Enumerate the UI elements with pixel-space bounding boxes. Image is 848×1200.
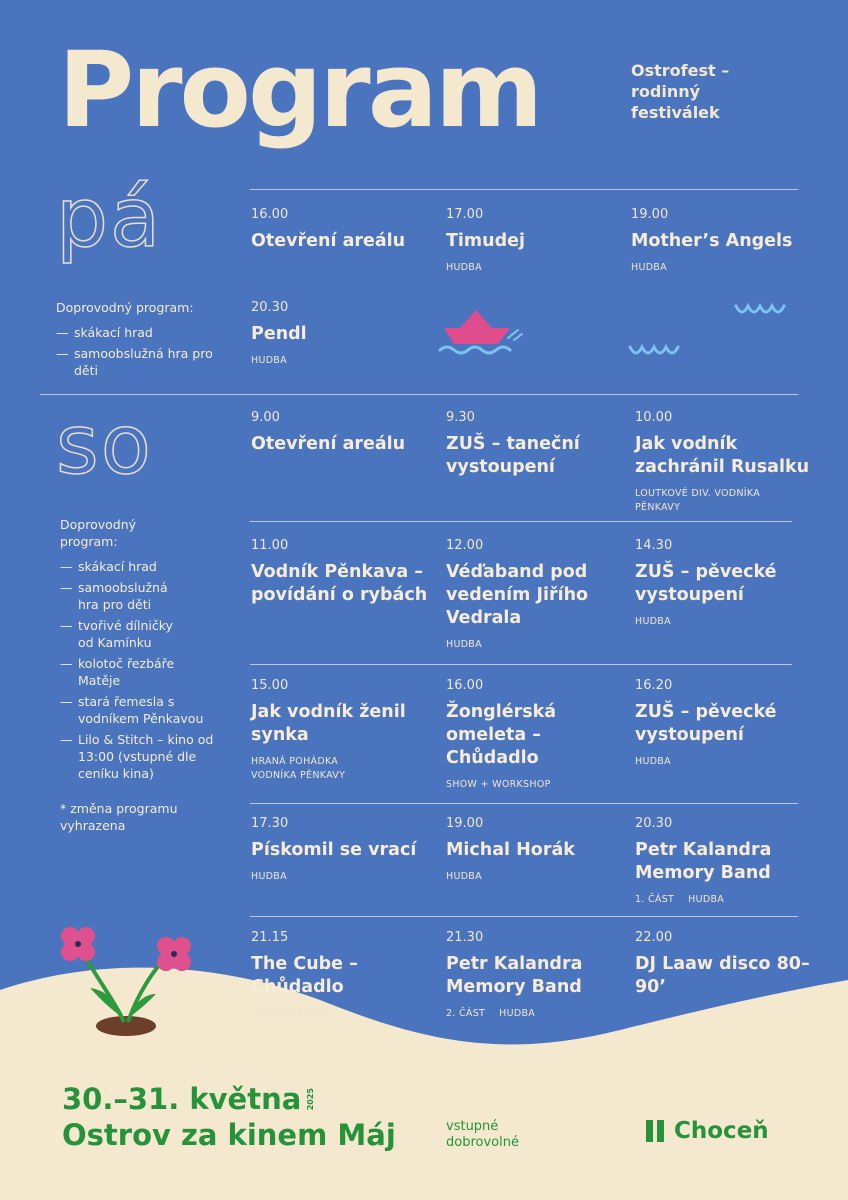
program-note: * změna programu vyhrazena <box>60 801 178 833</box>
event-time: 19.00 <box>446 816 484 831</box>
event-name: Timudej <box>446 231 526 251</box>
saturday-side-program <box>60 516 232 834</box>
event-card <box>631 207 811 275</box>
event-card <box>251 300 431 368</box>
event-card <box>251 410 431 456</box>
event-tag <box>251 755 361 783</box>
tag-label: HUDBA <box>499 1008 536 1019</box>
event-name: Michal Horák <box>446 840 575 860</box>
tag-label: HUDBA <box>635 756 671 767</box>
tag-label: HUDBA <box>635 616 671 627</box>
side-title: Doprovodný program: <box>60 517 137 549</box>
day-label-saturday: so <box>56 398 153 493</box>
event-time: 17.00 <box>446 207 484 222</box>
event-card <box>251 678 431 783</box>
event-card <box>251 538 431 607</box>
event-name: Véďaband pod vedením Jiřího Vedrala <box>446 562 589 628</box>
event-time: 21.30 <box>446 930 484 945</box>
event-tag <box>631 261 811 275</box>
friday-side-program <box>56 299 226 383</box>
event-tag <box>446 870 626 884</box>
event-time: 16.00 <box>251 207 289 222</box>
tag-label: SHOW + WORKSHOP <box>446 779 551 790</box>
event-time: 12.00 <box>446 538 484 553</box>
tag-label: HRANÁ POHÁDKA VODNÍKA PĚNKAVY <box>251 756 346 781</box>
wave-illustration <box>734 300 794 320</box>
tag-label: HUDBA <box>446 871 482 882</box>
tag-label: 1. ČÁST <box>635 894 675 905</box>
event-name: Petr Kalandra Memory Band <box>635 840 772 883</box>
divider <box>250 664 792 665</box>
side-item: — skákací hrad <box>60 558 232 575</box>
tag-label: HUDBA <box>446 262 482 273</box>
event-tag <box>635 893 815 907</box>
event-name: ZUŠ – taneční vystoupení <box>446 434 580 477</box>
event-time: 22.00 <box>635 930 673 945</box>
divider <box>250 189 798 190</box>
page-title: Program <box>58 29 541 151</box>
event-name: Otevření areálu <box>251 434 406 454</box>
event-card <box>446 930 626 1021</box>
event-card <box>635 816 815 907</box>
tag-label: HUDBA <box>688 894 725 905</box>
event-tag <box>446 778 626 792</box>
event-tag <box>251 1007 431 1021</box>
event-time: 19.00 <box>631 207 669 222</box>
tag-label: HUDBA <box>446 639 482 650</box>
event-time: 14.30 <box>635 538 673 553</box>
day-label-friday: pá <box>56 171 163 266</box>
event-tag <box>635 487 820 515</box>
event-tag <box>251 870 431 884</box>
side-item: — stará řemesla s vodníkem Pěnkavou <box>60 693 232 727</box>
side-item: — Lilo & Stitch – kino od 13:00 (vstupné dle ceníku kina) <box>60 731 232 782</box>
side-item: — kolotoč řezbáře Matěje <box>60 655 188 689</box>
festival-year: 2025 <box>306 1088 315 1111</box>
event-name: Vodník Pěnkava – povídání o rybách <box>251 562 428 605</box>
divider <box>250 916 798 917</box>
event-card <box>446 678 626 792</box>
festival-dates: 30.–31. května <box>62 1082 302 1116</box>
event-card <box>446 207 626 275</box>
event-time: 15.00 <box>251 678 289 693</box>
event-time: 20.30 <box>635 816 673 831</box>
event-card <box>251 207 431 253</box>
event-tag <box>446 261 626 275</box>
event-name: ZUŠ – pěvecké vystoupení <box>635 562 777 605</box>
boat-illustration <box>434 304 526 360</box>
event-card <box>635 930 815 999</box>
tag-label: HUDBA <box>251 871 287 882</box>
event-card <box>446 538 626 652</box>
divider <box>250 803 798 804</box>
tag-label: HUDBA <box>251 355 287 366</box>
event-time: 16.20 <box>635 678 673 693</box>
event-tag <box>635 755 815 769</box>
event-tag <box>446 638 626 652</box>
event-time: 17.30 <box>251 816 289 831</box>
side-item: — samoobslužná hra pro děti <box>56 345 226 379</box>
event-name: The Cube – Chůdadlo <box>251 954 358 997</box>
event-name: Pendl <box>251 324 307 344</box>
side-item: — tvořivé dílničky od Kamínku <box>60 617 188 651</box>
event-tag <box>635 615 815 629</box>
event-time: 20.30 <box>251 300 289 315</box>
event-name: Petr Kalandra Memory Band <box>446 954 583 997</box>
event-time: 21.15 <box>251 930 289 945</box>
event-card <box>251 816 431 884</box>
town-logo <box>646 1118 769 1144</box>
event-name: Mother’s Angels <box>631 231 793 251</box>
event-card <box>635 410 820 515</box>
entry-info: vstupné dobrovolné <box>446 1119 519 1150</box>
event-card <box>635 678 815 769</box>
event-tag <box>446 1007 626 1021</box>
tag-label: HUDBA <box>631 262 667 273</box>
tag-label: 2. ČÁST <box>446 1008 486 1019</box>
side-item: — skákací hrad <box>56 324 226 341</box>
town-name: Choceň <box>674 1118 769 1144</box>
tag-label: LOUTKOVÉ DIV. VODNÍKA PĚNKAVY <box>635 488 761 513</box>
divider <box>250 521 792 522</box>
event-time: 9.00 <box>251 410 280 425</box>
festival-place: Ostrov za kinem Máj <box>62 1118 396 1152</box>
event-time: 16.00 <box>446 678 484 693</box>
tag-label: OHŇOVÁ SHOW <box>251 1008 329 1019</box>
divider <box>40 394 798 395</box>
event-name: ZUŠ – pěvecké vystoupení <box>635 702 777 745</box>
side-item: — samoobslužná hra pro děti <box>60 579 188 613</box>
event-tag <box>251 354 431 368</box>
event-card <box>251 930 431 1021</box>
event-time: 11.00 <box>251 538 289 553</box>
wave-illustration <box>628 341 688 361</box>
event-name: Žonglérská omeleta – Chůdadlo <box>446 702 557 768</box>
event-card <box>446 410 626 479</box>
event-card <box>635 538 815 629</box>
town-logo-icon <box>646 1120 664 1142</box>
event-name: Jak vodník zachránil Rusalku <box>635 434 810 477</box>
event-name: Otevření areálu <box>251 231 406 251</box>
event-name: Jak vodník ženil synka <box>251 702 406 745</box>
event-name: Pískomil se vrací <box>251 840 417 860</box>
event-card <box>446 816 626 884</box>
event-time: 10.00 <box>635 410 673 425</box>
festival-name: Ostrofest – rodinný festiválek <box>631 61 730 122</box>
side-title: Doprovodný program: <box>56 300 194 315</box>
event-name: DJ Laaw disco 80–90’ <box>635 954 810 997</box>
event-time: 9.30 <box>446 410 475 425</box>
flower-illustration <box>48 918 198 1040</box>
